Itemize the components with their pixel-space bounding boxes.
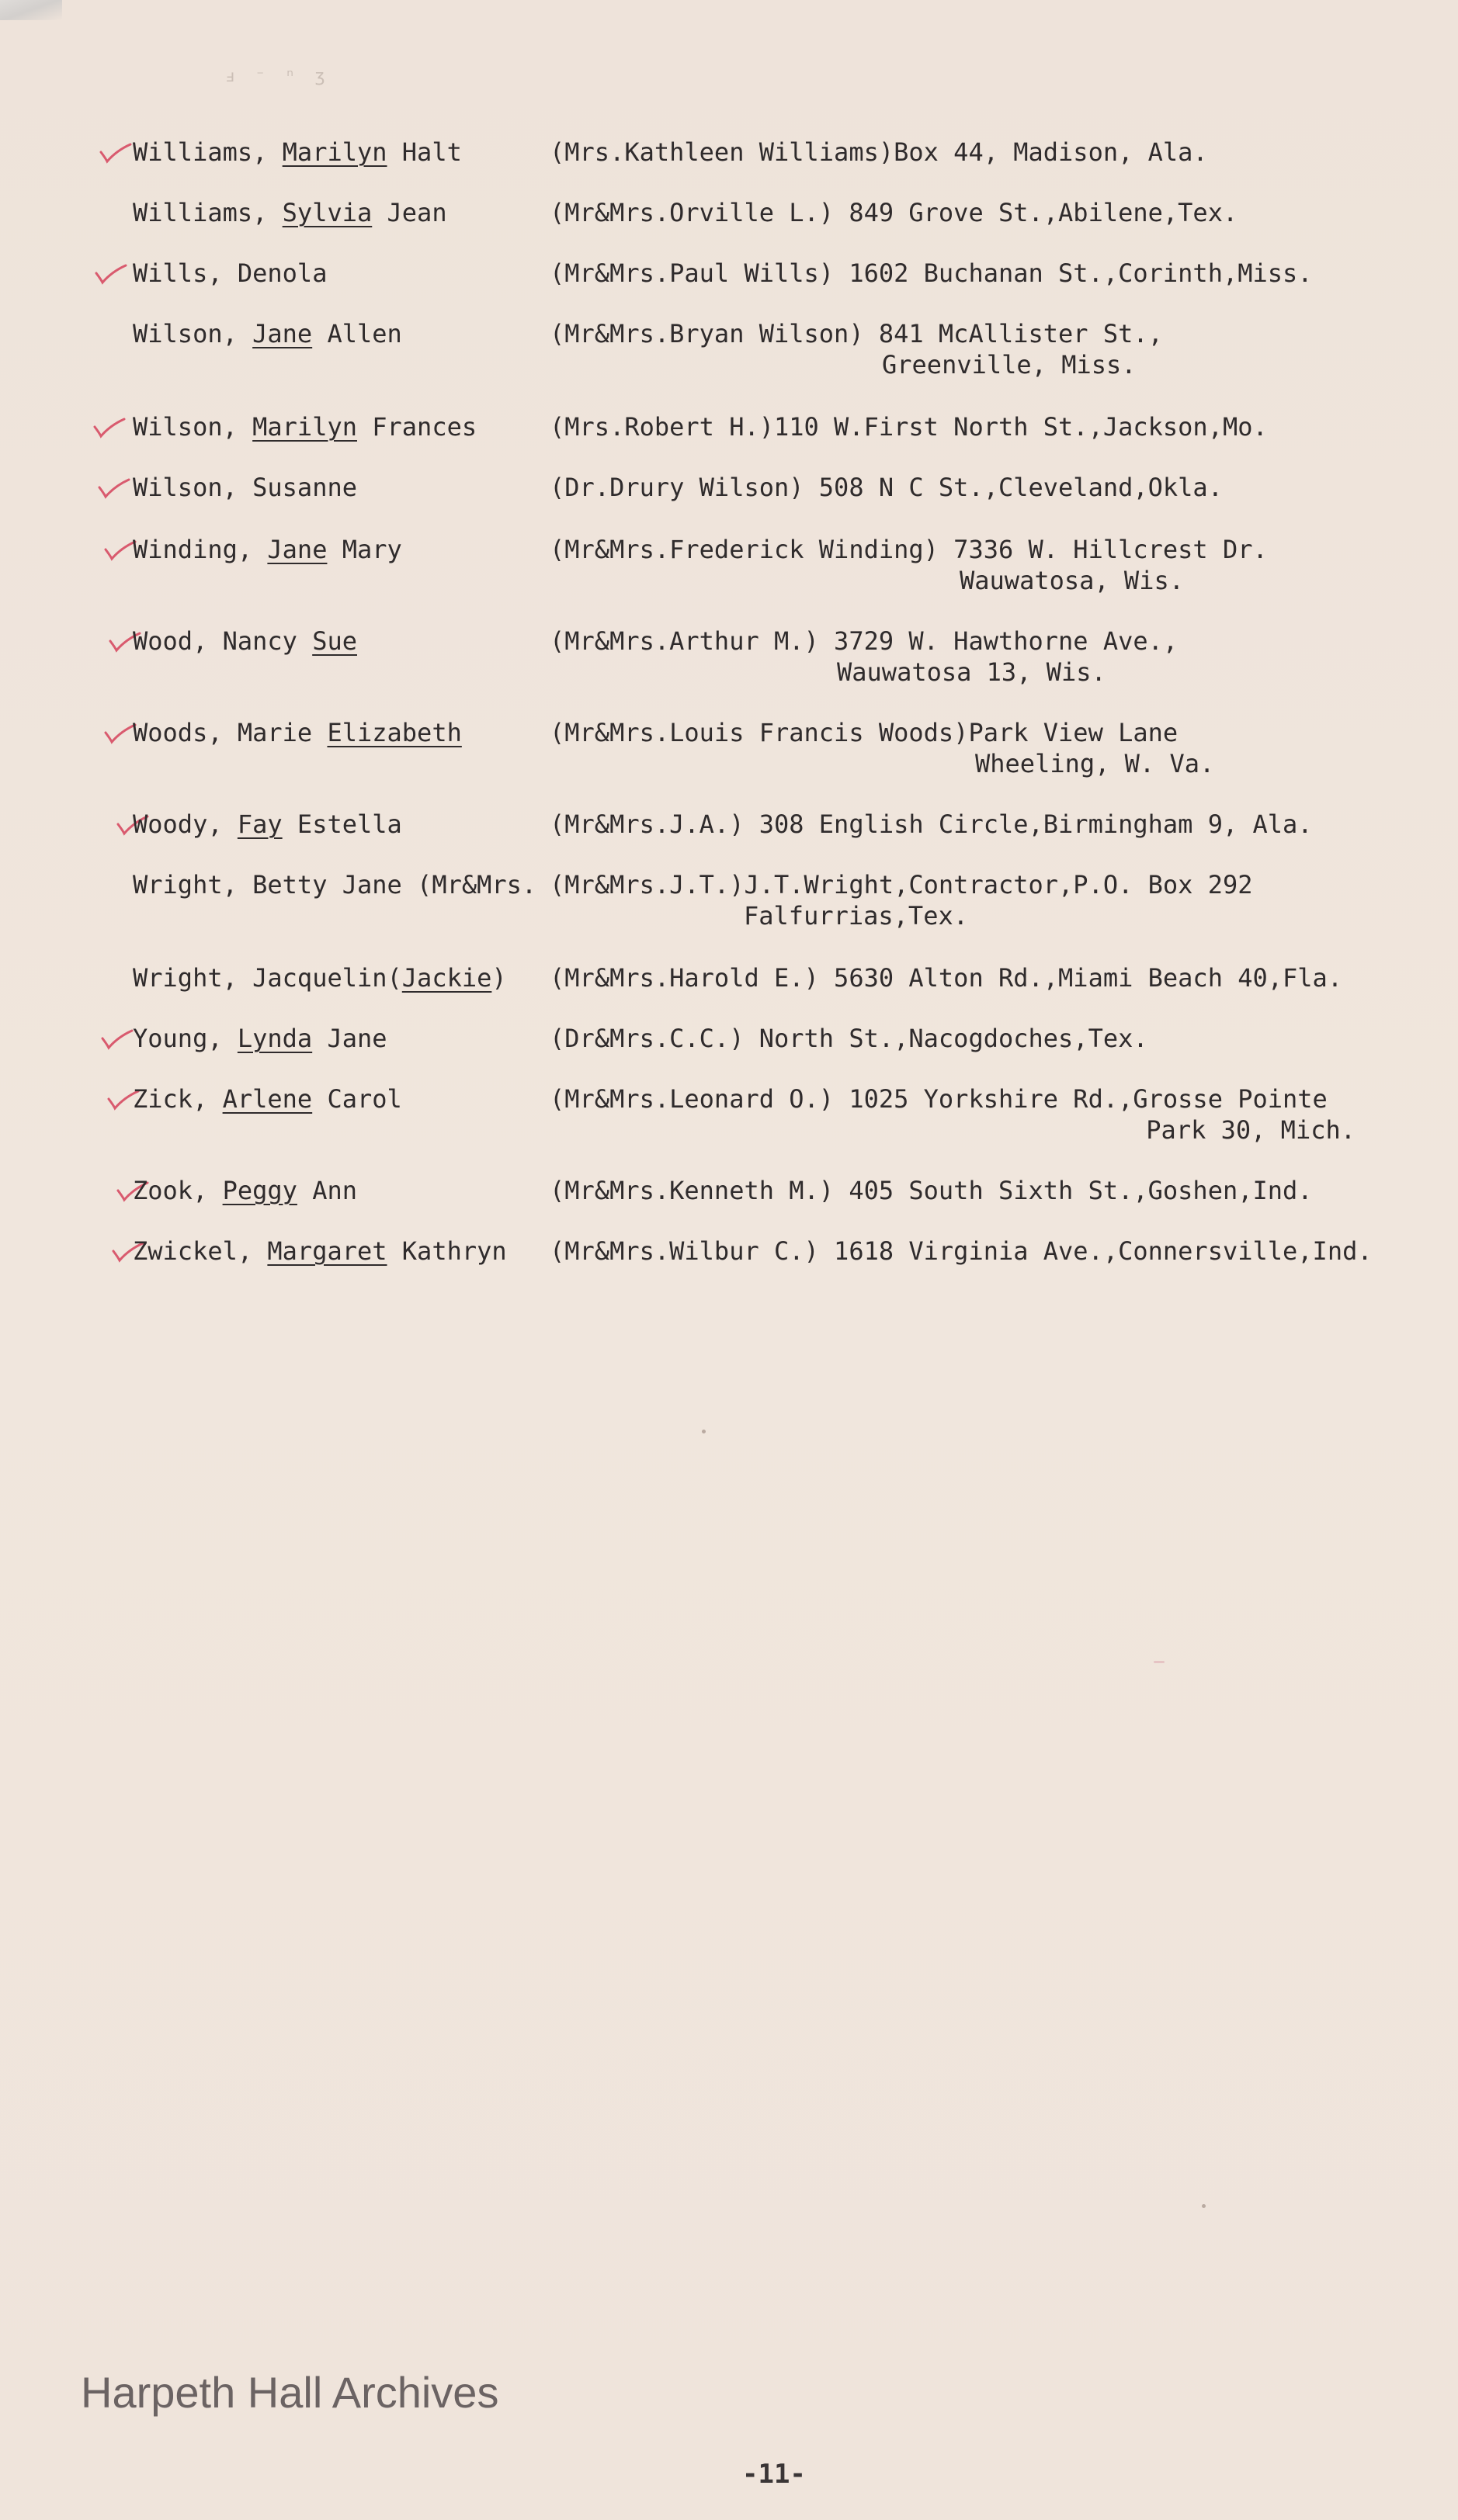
underlined-name: Arlene — [222, 1084, 313, 1114]
name-text: Zook, — [133, 1176, 223, 1205]
check-mark-icon — [93, 416, 127, 439]
name-text: Carol — [312, 1084, 402, 1114]
parent-address: (Mrs.Robert H.)110 W.First North St.,Jackson,Mo. — [550, 412, 1268, 442]
student-name — [133, 626, 357, 657]
name-text: Jane — [312, 1024, 387, 1053]
student-name — [133, 472, 357, 503]
name-text: Frances — [356, 412, 477, 442]
name-text: Zwickel, — [133, 1236, 268, 1266]
student-name — [133, 258, 327, 289]
underlined-name: Peggy — [222, 1176, 297, 1205]
check-mark-icon — [99, 141, 134, 165]
check-mark-icon — [95, 262, 129, 286]
name-text: Wright, Jacquelin( — [133, 963, 402, 993]
underlined-name: Sue — [312, 626, 357, 656]
paper-speck — [702, 1430, 706, 1433]
address-continuation: Wauwatosa, Wis. — [960, 566, 1184, 595]
student-name — [133, 137, 462, 168]
parent-address: (Mrs.Kathleen Williams)Box 44, Madison, Ala. — [550, 137, 1208, 167]
name-text: Williams, — [133, 137, 283, 167]
student-name — [133, 318, 402, 349]
student-name — [133, 717, 462, 748]
student-name — [133, 869, 536, 900]
parent-address: (Mr&Mrs.J.A.) 308 English Circle,Birmingham 9, Ala. — [550, 809, 1313, 839]
parent-address: (Mr&Mrs.Kenneth M.) 405 South Sixth St.,Goshen,Ind. — [550, 1176, 1313, 1205]
name-text: ) — [491, 963, 507, 993]
name-text: Kathryn — [387, 1236, 507, 1266]
student-name — [133, 197, 447, 228]
address-continuation: Wauwatosa 13, Wis. — [837, 657, 1106, 687]
check-mark-icon — [98, 477, 132, 500]
parent-address: (Mr&Mrs.Louis Francis Woods)Park View Lane — [550, 718, 1179, 747]
name-text: Winding, — [133, 535, 268, 564]
underlined-name: Marilyn — [252, 412, 357, 442]
parent-address: (Mr&Mrs.Orville L.) 849 Grove St.,Abilene,Tex. — [550, 198, 1238, 227]
parent-address: (Dr&Mrs.C.C.) North St.,Nacogdoches,Tex. — [550, 1024, 1148, 1053]
name-text: Young, — [133, 1024, 238, 1053]
address-continuation: Park 30, Mich. — [1146, 1115, 1356, 1145]
underlined-name: Marilyn — [282, 137, 387, 167]
underlined-name: Elizabeth — [327, 718, 462, 747]
parent-address: (Mr&Mrs.Frederick Winding) 7336 W. Hillcrest Dr. — [550, 535, 1268, 564]
name-text: Wood, Nancy — [133, 626, 313, 656]
parent-address: (Mr&Mrs.J.T.)J.T.Wright,Contractor,P.O. Box 292 — [550, 870, 1253, 900]
name-text: Estella — [282, 809, 402, 839]
underlined-name: Margaret — [267, 1236, 387, 1266]
student-name — [133, 1083, 402, 1114]
student-name — [133, 1236, 507, 1267]
underlined-name: Lynda — [237, 1024, 313, 1053]
faint-marks: ⅎ ⁻ ⁿ ʒ — [225, 67, 330, 86]
name-text: Zick, — [133, 1084, 223, 1114]
name-text: Woods, Marie — [133, 718, 328, 747]
page-number: -11- — [742, 2459, 806, 2490]
check-mark-icon — [101, 1028, 135, 1051]
name-text: Mary — [327, 535, 402, 564]
underlined-name: Jane — [267, 535, 328, 564]
name-text: Ann — [297, 1176, 357, 1205]
name-text: Halt — [387, 137, 462, 167]
name-text: Wright, Betty Jane (Mr&Mrs. — [133, 870, 537, 900]
student-name — [133, 809, 402, 840]
underlined-name: Jackie — [401, 963, 492, 993]
parent-address: (Mr&Mrs.Leonard O.) 1025 Yorkshire Rd.,Grosse Pointe — [550, 1084, 1328, 1114]
parent-address: (Mr&Mrs.Wilbur C.) 1618 Virginia Ave.,Connersville,Ind. — [550, 1236, 1373, 1266]
parent-address: (Dr.Drury Wilson) 508 N C St.,Cleveland,Okla. — [550, 473, 1223, 502]
name-text: Wilson, — [133, 319, 253, 348]
torn-corner — [0, 0, 62, 20]
name-text: Wills, Denola — [133, 258, 328, 288]
address-continuation: Falfurrias,Tex. — [744, 901, 968, 931]
name-text: Wilson, Susanne — [133, 473, 357, 502]
name-text: Allen — [312, 319, 402, 348]
name-text: Jean — [372, 198, 447, 227]
paper-speck — [1154, 1661, 1165, 1663]
name-text: Woody, — [133, 809, 238, 839]
parent-address: (Mr&Mrs.Bryan Wilson) 841 McAllister St., — [550, 319, 1163, 348]
archive-watermark: Harpeth Hall Archives — [81, 2368, 499, 2417]
underlined-name: Jane — [252, 319, 313, 348]
name-text: Wilson, — [133, 412, 253, 442]
parent-address: (Mr&Mrs.Harold E.) 5630 Alton Rd.,Miami Beach 40,Fla. — [550, 963, 1343, 993]
student-name — [133, 1023, 387, 1054]
paper-speck — [1202, 2204, 1206, 2208]
parent-address: (Mr&Mrs.Paul Wills) 1602 Buchanan St.,Corinth,Miss. — [550, 258, 1313, 288]
underlined-name: Sylvia — [282, 198, 373, 227]
underlined-name: Fay — [237, 809, 283, 839]
name-text: Williams, — [133, 198, 283, 227]
student-name — [133, 534, 402, 565]
student-name — [133, 1175, 357, 1206]
student-name — [133, 962, 507, 993]
student-name — [133, 411, 477, 442]
address-continuation: Greenville, Miss. — [882, 350, 1137, 380]
parent-address: (Mr&Mrs.Arthur M.) 3729 W. Hawthorne Ave., — [550, 626, 1179, 656]
address-continuation: Wheeling, W. Va. — [975, 749, 1215, 778]
